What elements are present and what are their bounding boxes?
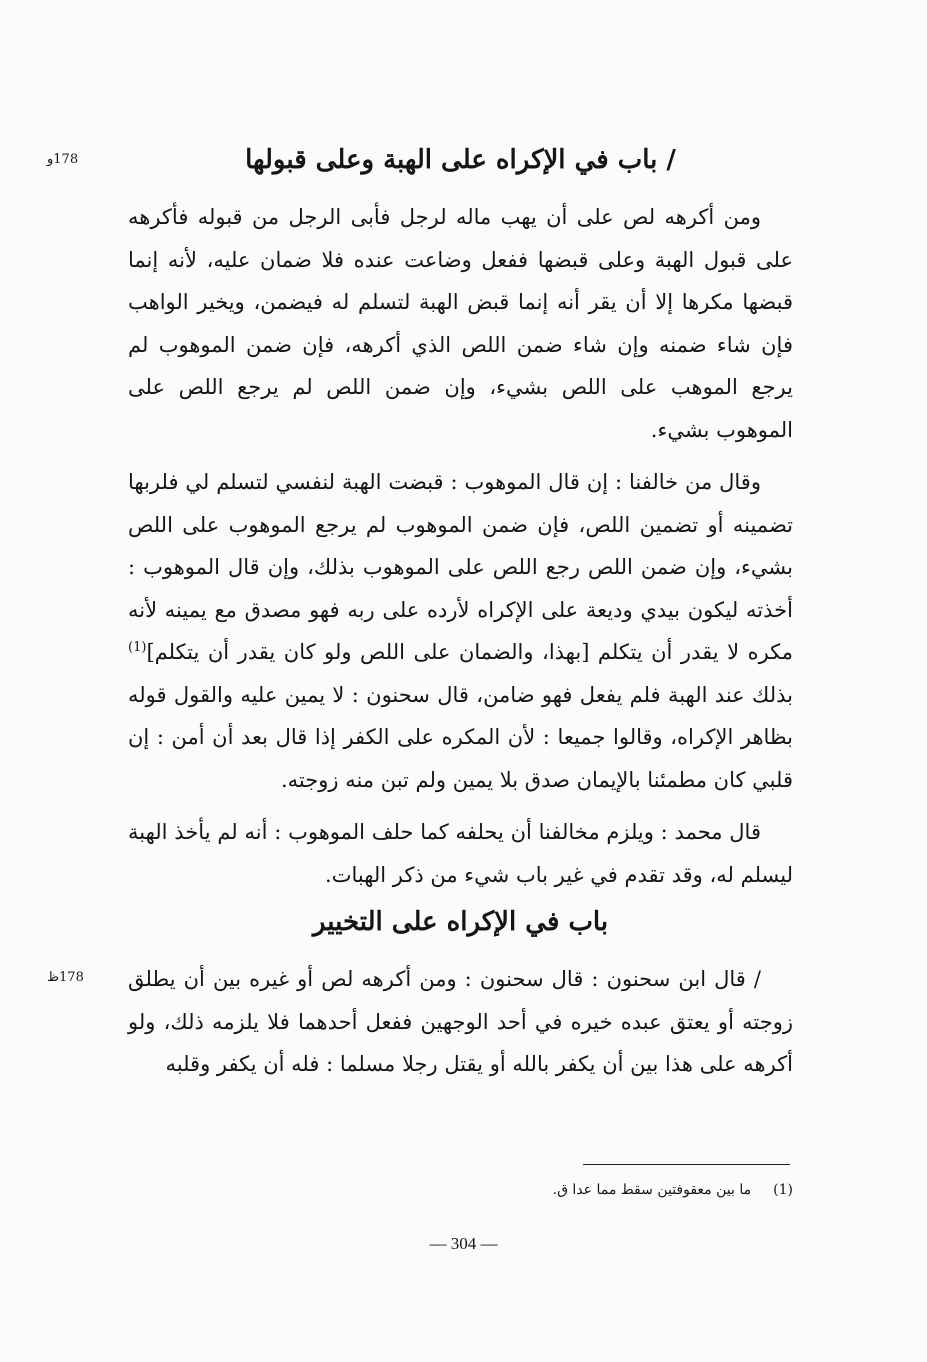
footnote-reference: (1) xyxy=(128,640,147,655)
paragraph-1: ومن أكرهه لص على أن يهب ماله لرجل فأبى الرجل من قبوله فأكرهه على قبول الهبة وعلى قبضها ففعل وضاعت عنده فلا ضمان عليه، لأنه إنما قبضها مكرها إلا أن يقر أنه إنما قبض الهبة لتسلم له فيضمن، ويخير الواهب فإن شاء ضمنه وإن شاء ضمن اللص الذي أكرهه، فإن ضمن الموهوب لم يرجع الموهب على اللص بشيء، وإن ضمن اللص لم يرجع اللص على الموهوب بشيء. xyxy=(128,205,793,442)
section-body-1 xyxy=(128,196,793,896)
folio-marker-verso: 178ظ xyxy=(47,970,84,985)
page-number: — 304 — xyxy=(429,1234,498,1253)
paragraph-4: / قال ابن سحنون : قال سحنون : ومن أكرهه لص أو غيره بين أن يطلق زوجته أو يعتق عبده خيره في أحد الوجهين ففعل أحدهما فلا يلزمه ذلك، ولو أكرهه على هذا بين أن يكفر بالله أو يقتل رجلا مسلما : فله أن يكفر وقلبه xyxy=(128,967,793,1076)
chapter-heading-gift-coercion: / باب في الإكراه على الهبة وعلى قبولها xyxy=(245,145,676,175)
paragraph-2 xyxy=(128,461,793,801)
footnote-text: ما بين معقوفتين سقط مما عدا ق. xyxy=(552,1182,752,1198)
paragraph-2-text-b: بذلك عند الهبة فلم يفعل فهو ضامن، قال سحنون : لا يمين عليه والقول قوله بظاهر الإكراه، وقالوا جميعا : لأن المكره على الكفر إذا قال بعد أن أمن : إن قلبي كان مطمئنا بالإيمان صدق بلا يمين ولم تبن منه زوجته. xyxy=(128,682,793,792)
footnote-divider xyxy=(583,1164,790,1165)
footnote-number: (1) xyxy=(773,1182,793,1198)
chapter-heading-choice-coercion: باب في الإكراه على التخيير xyxy=(312,907,609,937)
paragraph-3: قال محمد : ويلزم مخالفنا أن يحلفه كما حلف الموهوب : أنه لم يأخذ الهبة ليسلم له، وقد تقدم في غير باب شيء من ذكر الهبات. xyxy=(128,820,793,887)
section-body-2 xyxy=(128,958,793,1086)
footnote xyxy=(380,1178,793,1202)
paragraph-2-text-a: وقال من خالفنا : إن قال الموهوب : قبضت الهبة لنفسي لتسلم لي فلربها تضمينه أو تضمين اللص، فإن ضمن الموهوب لم يرجع الموهوب على اللص بشيء، وإن ضمن اللص رجع اللص على الموهوب بذلك، وإن قال الموهوب : أخذته ليكون بيدي وديعة على الإكراه لأرده على ربه فهو مصدق مع يمينه لأنه مكره لا يقدر أن يتكلم [بهذا، والضمان على اللص ولو كان يقدر أن يتكلم] xyxy=(128,470,793,664)
folio-marker-recto: 178و xyxy=(47,152,79,167)
